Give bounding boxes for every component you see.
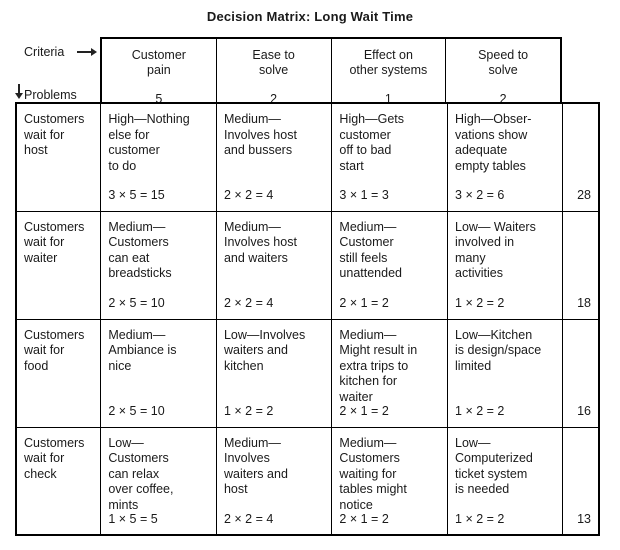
rating-cell [216, 427, 331, 535]
rating-line: limited [455, 358, 492, 373]
rating-line: over coffee, [108, 482, 174, 496]
table-row [16, 103, 599, 211]
rating-line: Involves [223, 451, 270, 465]
problem-line: host [24, 143, 48, 157]
total-cell [562, 319, 599, 427]
total-cell [562, 211, 599, 319]
criterion-weight: 2 [270, 92, 278, 106]
rating-cell [332, 427, 448, 535]
rating-line: Low—Involves [223, 327, 306, 342]
weighted-score: 2 × 5 = 10 [108, 404, 165, 418]
rating-line: and bussers [223, 143, 293, 157]
rating-cell [448, 103, 563, 211]
rating-cell [216, 103, 331, 211]
matrix-title: Decision Matrix: Long Wait Time [206, 9, 414, 24]
criterion-weight: 1 [384, 92, 392, 106]
rating-cell [101, 319, 217, 427]
rating-line: Customers [108, 451, 169, 465]
rating-line: to do [108, 158, 137, 173]
rating-cell [216, 211, 331, 319]
rating-cell [101, 103, 217, 211]
total-cell [562, 427, 599, 535]
rating-line: Medium— [223, 112, 281, 126]
criterion-name-line: Ease to [252, 48, 295, 62]
rating-line: can eat [108, 250, 150, 265]
rating-cell [448, 211, 563, 319]
rating-cell [448, 319, 563, 427]
problem-line: wait for [24, 451, 65, 465]
rating-line: Medium— [223, 219, 281, 234]
table-row [16, 211, 599, 319]
problem-line: wait for [24, 235, 65, 249]
rating-line: Ambiance is [108, 343, 177, 357]
criterion-name-line: solve [488, 63, 518, 77]
weighted-score: 1 × 2 = 2 [455, 404, 505, 418]
rating-line: Low— Waiters [455, 219, 536, 234]
criterion-header [445, 39, 560, 106]
rating-cell [101, 211, 217, 319]
rating-line: Low—Kitchen [455, 327, 533, 342]
rating-cell [216, 319, 331, 427]
criterion-header [102, 39, 216, 106]
weighted-score: 2 × 2 = 4 [223, 511, 274, 526]
rating-cell [332, 211, 448, 319]
rating-line: breadsticks [108, 266, 172, 280]
rating-line: waiting for [339, 466, 397, 481]
rating-line: is needed [455, 482, 510, 496]
problem-cell [16, 103, 101, 211]
total-score: 13 [577, 511, 591, 526]
total-score: 18 [577, 296, 591, 310]
problem-line: food [24, 358, 49, 373]
rating-line: still feels [339, 250, 388, 265]
rating-line: waiters and [223, 343, 288, 357]
rating-cell [332, 103, 448, 211]
rating-line: nice [108, 358, 132, 373]
weighted-score: 3 × 5 = 15 [108, 188, 165, 202]
rating-cell [332, 319, 448, 427]
criterion-weight: 2 [499, 92, 507, 106]
rating-line: waiters and [223, 466, 288, 481]
rating-line: tables might [339, 482, 407, 496]
weighted-score: 3 × 1 = 3 [339, 188, 389, 202]
problem-line: Customers [24, 112, 85, 126]
rating-line: Low— [108, 435, 144, 450]
weighted-score: 1 × 5 = 5 [108, 511, 158, 526]
problem-line: waiter [24, 250, 58, 265]
rating-line: Customers [339, 451, 400, 465]
table-row [16, 427, 599, 535]
rating-line: Medium— [223, 435, 281, 450]
rating-line: High—Obser- [455, 112, 532, 126]
weighted-score: 2 × 1 = 2 [339, 296, 389, 310]
rating-line: High—Nothing [108, 112, 190, 126]
rating-line: Involves host [223, 127, 297, 142]
right-arrow-icon [77, 51, 93, 53]
criterion-header [331, 39, 446, 106]
weighted-score: 2 × 2 = 4 [223, 296, 274, 310]
criterion-name-line: pain [147, 63, 171, 77]
criterion-header [216, 39, 331, 106]
rating-line: customer [108, 143, 160, 157]
criterion-name-line: Effect on [363, 48, 413, 62]
rating-line: Involves host [223, 235, 297, 249]
problem-line: Customers [24, 435, 85, 450]
rating-line: adequate [455, 143, 508, 157]
total-cell [562, 103, 599, 211]
rating-line: else for [108, 127, 150, 142]
criterion-name-line: Customer [131, 48, 186, 62]
problem-line: Customers [24, 219, 85, 234]
rating-line: ticket system [455, 466, 528, 481]
weighted-score: 1 × 2 = 2 [223, 404, 274, 418]
rating-line: Low— [455, 435, 491, 450]
rating-line: off to bad [339, 143, 392, 157]
rating-cell [448, 427, 563, 535]
rating-line: Medium— [339, 327, 397, 342]
rating-cell [101, 427, 217, 535]
rating-line: many [455, 250, 486, 265]
decision-matrix-table [15, 102, 600, 536]
criteria-header [100, 37, 562, 106]
rating-line: Computerized [455, 451, 533, 465]
criterion-name-line: other systems [349, 63, 428, 77]
rating-line: extra trips to [339, 358, 409, 373]
problem-cell [16, 211, 101, 319]
problem-cell [16, 427, 101, 535]
rating-line: kitchen [223, 358, 264, 373]
rating-line: mints [108, 497, 139, 512]
down-arrow-icon [18, 84, 20, 94]
weighted-score: 2 × 2 = 4 [223, 188, 274, 202]
rating-line: Medium— [108, 219, 166, 234]
criteria-label: Criteria [24, 45, 65, 59]
rating-line: Medium— [339, 219, 397, 234]
rating-line: Customers [108, 235, 169, 249]
weighted-score: 2 × 1 = 2 [339, 404, 389, 418]
rating-line: unattended [339, 266, 402, 280]
criterion-name-line: solve [259, 63, 289, 77]
rating-line: is design/space [455, 343, 542, 357]
rating-line: involved in [455, 235, 515, 249]
weighted-score: 2 × 5 = 10 [108, 296, 165, 310]
problem-cell [16, 319, 101, 427]
weighted-score: 1 × 2 = 2 [455, 511, 505, 526]
table-row [16, 319, 599, 427]
problems-label: Problems [24, 88, 77, 102]
rating-line: start [339, 158, 364, 173]
rating-line: Medium— [339, 435, 397, 450]
rating-line: High—Gets [339, 112, 405, 126]
rating-line: and waiters [223, 250, 288, 265]
criterion-name-line: Speed to [478, 48, 529, 62]
rating-line: customer [339, 127, 391, 142]
total-score: 28 [577, 188, 591, 202]
rating-line: empty tables [455, 158, 526, 173]
rating-line: Medium— [108, 327, 166, 342]
weighted-score: 1 × 2 = 2 [455, 296, 505, 310]
problem-line: wait for [24, 127, 65, 142]
rating-line: waiter [339, 389, 373, 404]
problem-line: wait for [24, 343, 65, 357]
rating-line: can relax [108, 466, 160, 481]
weighted-score: 2 × 1 = 2 [339, 511, 389, 526]
problem-line: Customers [24, 327, 85, 342]
rating-line: activities [455, 266, 503, 280]
rating-line: notice [339, 497, 373, 512]
problem-line: check [24, 466, 57, 481]
rating-line: kitchen for [339, 374, 398, 388]
rating-line: Customer [339, 235, 394, 249]
rating-line: vations show [455, 127, 528, 142]
rating-line: Might result in [339, 343, 418, 357]
rating-line: host [223, 482, 248, 496]
weighted-score: 3 × 2 = 6 [455, 188, 505, 202]
criterion-weight: 5 [155, 92, 163, 106]
total-score: 16 [577, 404, 591, 418]
